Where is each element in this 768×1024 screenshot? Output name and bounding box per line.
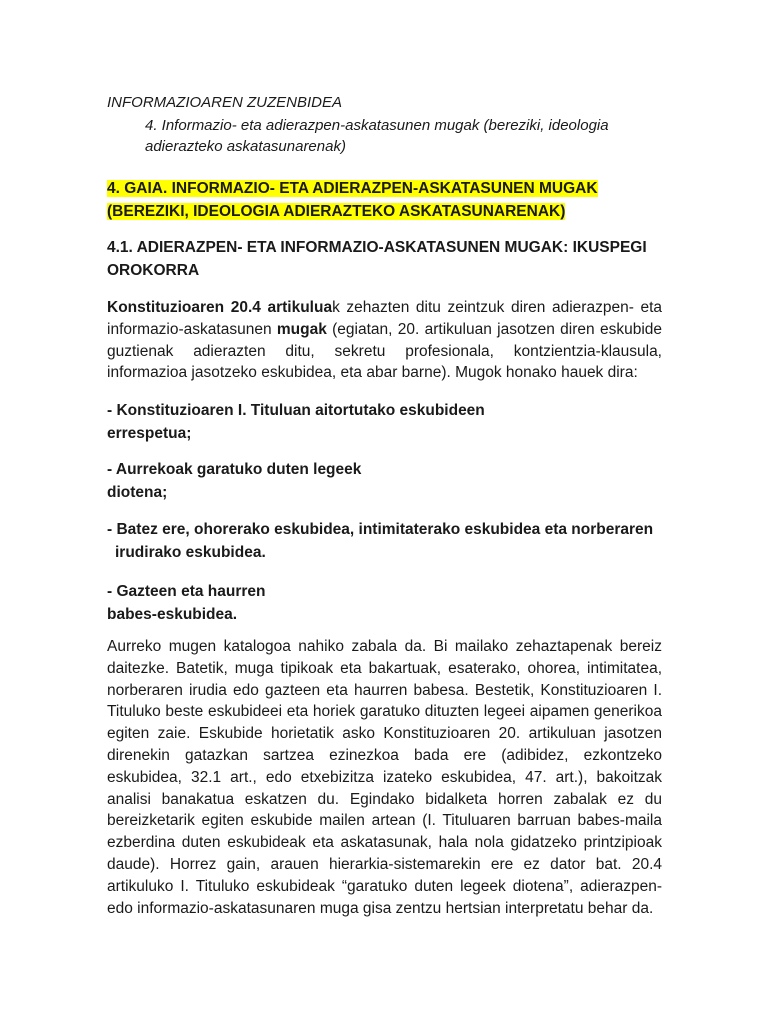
paragraph-analysis: Aurreko mugen katalogoa nahiko zabala da. Bi mailako zehaztapenak bereiz daitezke. Batetik, muga tipikoak eta bakartuak, esaterako, ohorea, intimitatea, norberaren irudia edo gazteen eta haurren babesa. Bestetik, Konstituzioaren I. Tituluko beste eskubideei eta horiek garatuko dituzten legeei aipamen generikoa egiten zaie. Eskubide horietatik asko Konstituzioaren 20. artikuluan jasotzen direnekin gatazkan sartzea ezinezkoa bada ere (adibidez, ezkontzeko eskubidea, 32.1 art., edo etxebizitza izateko eskubidea, 47. art.), bakoitzak analisi banakatua eskatzen du. Egindako bidalketa horren zabalak ez du bereizketarik egiten eskubide mailen artean (I. Tituluaren barruan babes-maila ezberdina duten eskubideak eta askatasunak, hala nola gidatzeko printzipioak daude). Horrez gain, arauen hierarkia-sistemarekin ere ez dator bat. 20.4 artikuluko I. Tituluko eskubideak “garatuko duten legeek diotena”, adierazpen- edo informazio-askatasunaren muga gisa zentzu hertsian interpretatu behar da. <box>107 638 662 917</box>
section-heading: 4.1. ADIERAZPEN- ETA INFORMAZIO-ASKATASUNEN MUGAK: IKUSPEGI OROKORRA <box>107 239 647 279</box>
chapter-heading <box>107 177 667 223</box>
chapter-heading-line1: 4. GAIA. INFORMAZIO- ETA ADIERAZPEN-ASKATASUNEN MUGAK <box>107 180 598 197</box>
list-item <box>107 399 667 445</box>
document-header-title: INFORMAZIOAREN ZUZENBIDEA <box>107 94 343 111</box>
paragraph-intro-text-b: (egiatan, 20. artikuluan jasotzen diren eskubide guztienak adierazten ditu, sekretu profesionala, kontzientzia-klausula, informazioa jasotzeko eskubidea, eta abar barne). Mugok honako hauek dira: <box>107 320 662 382</box>
list-item-line2: babes-eskubidea. <box>107 606 238 623</box>
list-item <box>107 458 667 504</box>
list-item-line1: - Konstituzioaren I. Tituluan aitortutako eskubideen <box>107 402 485 419</box>
list-item-line2: irudirako eskubidea. <box>115 544 266 561</box>
list-item-line2: errespetua; <box>107 425 192 442</box>
paragraph-intro-bold-start: Konstituzioaren 20.4 artikulua <box>107 299 333 316</box>
list-item-line2: diotena; <box>107 484 168 501</box>
chapter-heading-line2: (BEREZIKI, IDEOLOGIA ADIERAZTEKO ASKATASUNARENAK) <box>107 203 566 220</box>
paragraph-intro-bold-mid: mugak <box>276 320 327 338</box>
paragraph-intro <box>107 297 662 384</box>
list-item <box>107 580 667 626</box>
document-header-subtitle: 4. Informazio- eta adierazpen-askatasunen mugak (bereziki, ideologia adierazteko askatasunarenak) <box>145 117 609 155</box>
list-item-line1: - Aurrekoak garatuko duten legeek <box>107 461 362 478</box>
list-item <box>107 518 667 564</box>
list-item-line1: - Batez ere, ohorerako eskubidea, intimitaterako eskubidea eta norberaren <box>107 521 654 538</box>
list-item-line1: - Gazteen eta haurren <box>107 583 266 600</box>
paragraph-intro-text-a: k zehazten ditu zeintzuk diren adierazpen- eta informazio-askatasunen <box>107 299 662 338</box>
